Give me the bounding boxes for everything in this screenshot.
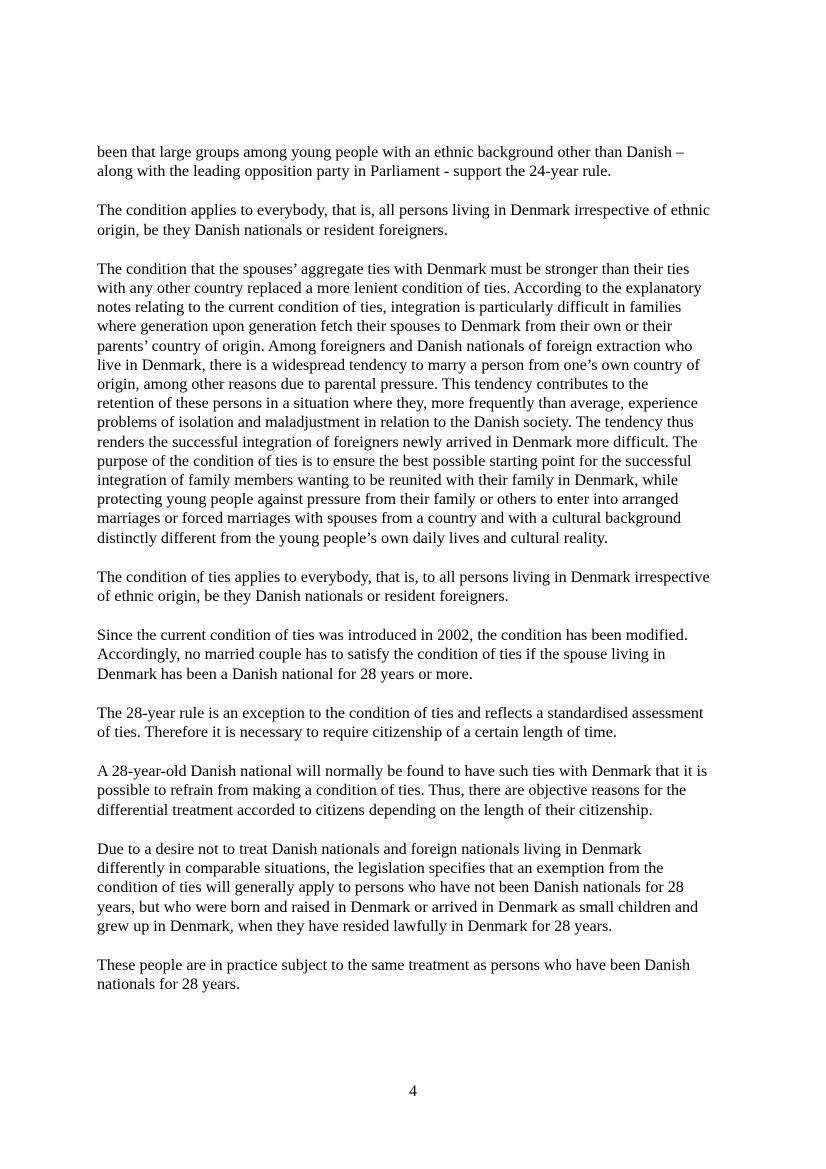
paragraph: Due to a desire not to treat Danish nationals and foreign nationals living in Denmark differently in comparable situations, the legislation specifies that an exemption from the condition of ties will generally apply to persons who have not been Danish nationals for 28 years, but who were born and raised in Denmark or arrived in Denmark as small children and grew up in Denmark, when they have resided lawfully in Denmark for 28 years. xyxy=(97,840,699,935)
document-body xyxy=(97,143,740,1014)
paragraph: These people are in practice subject to the same treatment as persons who have been Danish nationals for 28 years. xyxy=(97,956,691,994)
paragraph: The condition of ties applies to everybody, that is, to all persons living in Denmark irrespective of ethnic origin, be they Danish nationals or resident foreigners. xyxy=(97,568,710,606)
paragraph: been that large groups among young people with an ethnic background other than Danish – along with the leading opposition party in Parliament - support the 24-year rule. xyxy=(97,144,684,181)
paragraph: A 28-year-old Danish national will normally be found to have such ties with Denmark that it is possible to refrain from making a condition of ties. Thus, there are objective reasons for the differential treatment accorded to citizens depending on the length of their citizenship. xyxy=(97,763,708,819)
paragraph: The condition that the spouses’ aggregate ties with Denmark must be stronger than their ties with any other country replaced a more lenient condition of ties. According to the explanatory notes relating to the current condition of ties, integration is particularly difficult in families where generation upon generation fetch their spouses to Denmark from their own or their parents’ country of origin. Among foreigners and Danish nationals of foreign extraction who live in Denmark, there is a widespread tendency to marry a person from one’s own country of origin, among other reasons due to parental pressure. This tendency contributes to the retention of these persons in a situation where they, more frequently than average, experience problems of isolation and maladjustment in relation to the Danish society. The tendency thus renders the successful integration of foreigners newly arrived in Denmark more difficult. The purpose of the condition of ties is to ensure the best possible starting point for the successful integration of family members wanting to be reunited with their family in Denmark, while protecting young people against pressure from their family or others to enter into arranged marriages or forced marriages with spouses from a country and with a cultural background distinctly different from the young people’s own daily lives and cultural reality. xyxy=(97,260,702,547)
paragraph: Since the current condition of ties was introduced in 2002, the condition has been modified. Accordingly, no married couple has to satisfy the condition of ties if the spouse living in Denmark has been a Danish national for 28 years or more. xyxy=(97,627,688,683)
paragraph: The condition applies to everybody, that is, all persons living in Denmark irrespective of ethnic origin, be they Danish nationals or resident foreigners. xyxy=(97,202,711,239)
paragraph: The 28-year rule is an exception to the condition of ties and reflects a standardised assessment of ties. Therefore it is necessary to require citizenship of a certain length of time. xyxy=(97,704,704,742)
page-number: 4 xyxy=(409,1083,417,1100)
